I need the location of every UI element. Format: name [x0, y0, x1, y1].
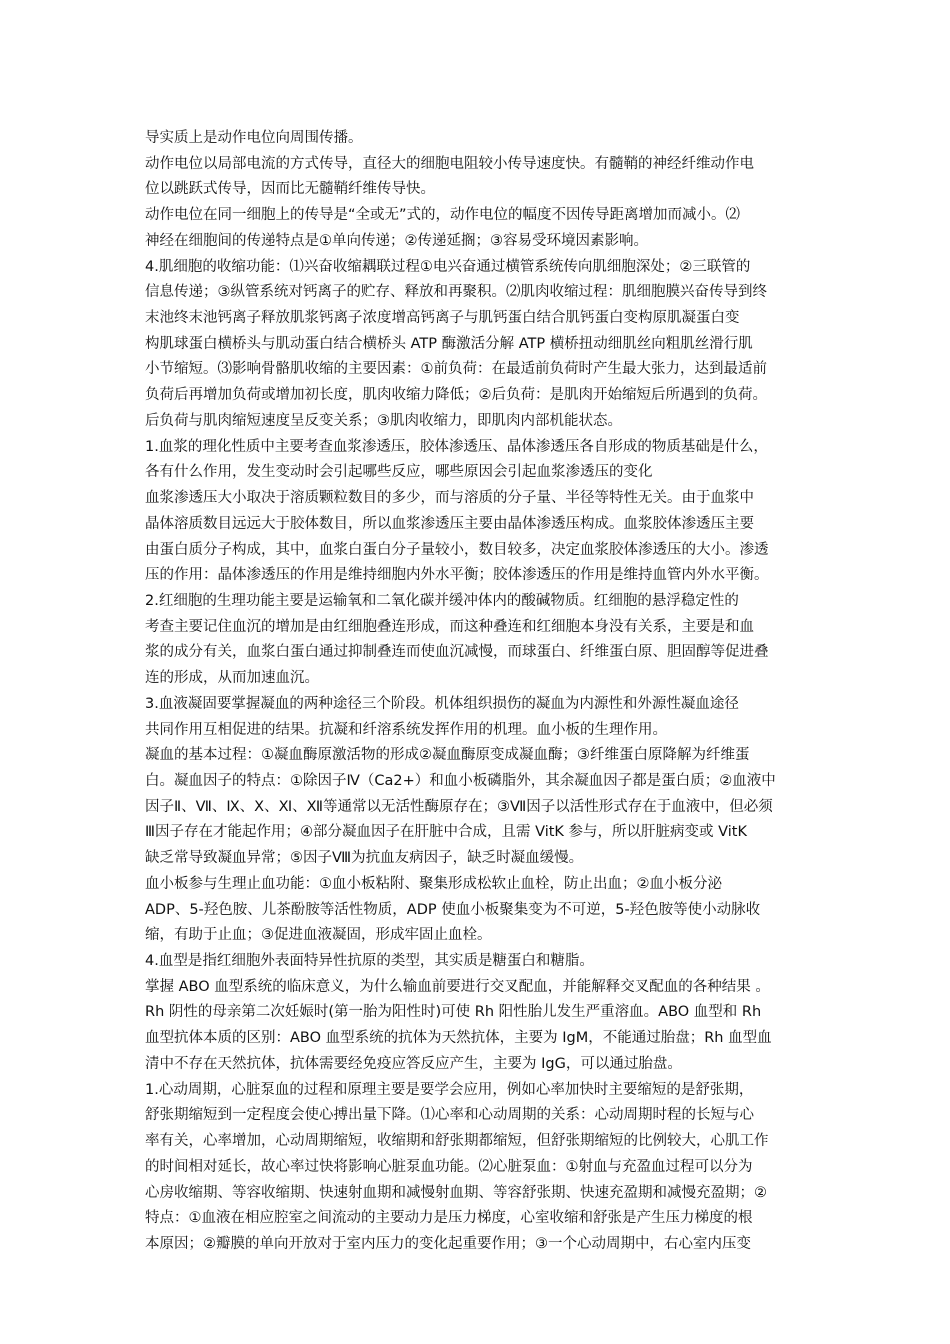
text-line: 1.血浆的理化性质中主要考查血浆渗透压，胶体渗透压、晶体渗透压各自形成的物质基础是什么， [145, 439, 768, 455]
text-line: 的时间相对延长，故心率过快将影响心脏泵血功能。⑵心脏泵血：①射血与充盈血过程可以分为 [145, 1159, 753, 1175]
text-line: 浆的成分有关，血浆白蛋白通过抑制叠连而使血沉减慢，而球蛋白、纤维蛋白原、胆固醇等促进叠 [145, 644, 769, 660]
text-line: 晶体溶质数目远远大于胶体数目，所以血浆渗透压主要由晶体渗透压构成。血浆胶体渗透压主要 [145, 516, 754, 532]
text-line: 各有什么作用，发生变动时会引起哪些反应，哪些原因会引起血浆渗透压的变化 [145, 464, 653, 480]
text-line: 负荷后再增加负荷或增加初长度，肌肉收缩力降低；②后负荷：是肌肉开始缩短后所遇到的负荷。 [145, 387, 767, 403]
text-line: ADP、5-羟色胺、儿茶酚胺等活性物质，ADP 使血小板聚集变为不可逆，5-羟色胺等使小动脉收 [145, 902, 761, 918]
text-line: 共同作用互相促进的结果。抗凝和纤溶系统发挥作用的机理。血小板的生理作用。 [145, 722, 667, 738]
text-line: 率有关，心率增加，心动周期缩短，收缩期和舒张期都缩短，但舒张期缩短的比例较大，心肌工作 [145, 1133, 769, 1149]
text-line: 末池终末池钙离子释放肌浆钙离子浓度增高钙离子与肌钙蛋白结合肌钙蛋白变构原肌凝蛋白变 [145, 310, 740, 326]
text-line: 4.血型是指红细胞外表面特异性抗原的类型，其实质是糖蛋白和糖脂。 [145, 953, 594, 969]
text-line: 掌握 ABO 血型系统的临床意义，为什么输血前要进行交叉配血，并能解释交叉配血的各种结果 。 [145, 979, 770, 995]
text-line: 后负荷与肌肉缩短速度呈反变关系；③肌肉收缩力，即肌肉内部机能状态。 [145, 413, 622, 429]
text-line: 1.心动周期，心脏泵血的过程和原理主要是要学会应用，例如心率加快时主要缩短的是舒张期， [145, 1082, 754, 1098]
text-line: 位以跳跃式传导，因而比无髓鞘纤维传导快。 [145, 181, 435, 197]
text-line: 动作电位以局部电流的方式传导，直径大的细胞电阻较小传导速度快。有髓鞘的神经纤维动作电 [145, 156, 754, 172]
text-line: 构肌球蛋白横桥头与肌动蛋白结合横桥头 ATP 酶激活分解 ATP 横桥扭动细肌丝向粗肌丝滑行肌 [145, 336, 753, 352]
text-line: 凝血的基本过程：①凝血酶原激活物的形成②凝血酶原变成凝血酶；③纤维蛋白原降解为纤维蛋 [145, 747, 750, 763]
text-line: 血浆渗透压大小取决于溶质颗粒数目的多少，而与溶质的分子量、半径等特性无关。由于血浆中 [145, 490, 754, 506]
text-line: 缩，有助于止血；③促进血液凝固，形成牢固止血栓。 [145, 927, 492, 943]
text-line: 2.红细胞的生理功能主要是运输氧和二氧化碳并缓冲体内的酸碱物质。红细胞的悬浮稳定性的 [145, 593, 739, 609]
text-line: 白。凝血因子的特点：①除因子Ⅳ（Ca2+）和血小板磷脂外，其余凝血因子都是蛋白质；②血液中 [145, 773, 776, 789]
text-line: 神经在细胞间的传递特点是①单向传递；②传递延搁；③容易受环境因素影响。 [145, 233, 648, 249]
text-line: 小节缩短。⑶影响骨骼肌收缩的主要因素：①前负荷：在最适前负荷时产生最大张力，达到最适前 [145, 361, 767, 377]
text-line: 信息传递；③纵管系统对钙离子的贮存、释放和再聚积。⑵肌肉收缩过程：肌细胞膜兴奋传导到终 [145, 284, 767, 300]
text-line: 舒张期缩短到一定程度会使心搏出量下降。⑴心率和心动周期的关系：心动周期时程的长短与心 [145, 1107, 754, 1123]
text-line: 本原因；②瓣膜的单向开放对于室内压力的变化起重要作用；③一个心动周期中，右心室内压变 [145, 1236, 751, 1252]
text-line: 考查主要记住血沉的增加是由红细胞叠连形成，而这种叠连和红细胞本身没有关系，主要是和血 [145, 619, 754, 635]
text-line: 压的作用：晶体渗透压的作用是维持细胞内外水平衡；胶体渗透压的作用是维持血管内外水平衡。 [145, 567, 769, 583]
document-page [145, 0, 813, 1344]
text-line: 因子Ⅱ、Ⅶ、Ⅸ、Ⅹ、Ⅺ、Ⅻ等通常以无活性酶原存在；③Ⅶ因子以活性形式存在于血液中，但必须 [145, 799, 773, 815]
text-line: 由蛋白质分子构成，其中，血浆白蛋白分子量较小，数目较多，决定血浆胶体渗透压的大小。渗透 [145, 542, 769, 558]
text-line: 血小板参与生理止血功能：①血小板粘附、聚集形成松软止血栓，防止出血；②血小板分泌 [145, 876, 722, 892]
text-line: Rh 阴性的母亲第二次妊娠时(第一胎为阳性时)可使 Rh 阳性胎儿发生严重溶血。ABO 血型和 Rh [145, 1004, 762, 1020]
text-line: 动作电位在同一细胞上的传导是“全或无”式的，动作电位的幅度不因传导距离增加而减小。⑵ [145, 207, 741, 223]
text-line: 4.肌细胞的收缩功能：⑴兴奋收缩耦联过程①电兴奋通过横管系统传向肌细胞深处；②三联管的 [145, 259, 751, 275]
text-line: 导实质上是动作电位向周围传播。 [145, 130, 363, 146]
text-line: 血型抗体本质的区别：ABO 血型系统的抗体为天然抗体，主要为 IgM，不能通过胎盘；Rh 血型血 [145, 1030, 772, 1046]
text-line: 清中不存在天然抗体，抗体需要经免疫应答反应产生，主要为 IgG，可以通过胎盘。 [145, 1056, 682, 1072]
text-line: 心房收缩期、等容收缩期、快速射血期和减慢射血期、等容舒张期、快速充盈期和减慢充盈期；② [145, 1185, 767, 1201]
text-line: 3.血液凝固要掌握凝血的两种途径三个阶段。机体组织损伤的凝血为内源性和外源性凝血途径 [145, 696, 739, 712]
text-line: 特点：①血液在相应腔室之间流动的主要动力是压力梯度，心室收缩和舒张是产生压力梯度的根 [145, 1210, 753, 1226]
text-line: 连的形成，从而加速血沉。 [145, 670, 319, 686]
text-line: Ⅲ因子存在才能起作用；④部分凝血因子在肝脏中合成，且需 VitK 参与，所以肝脏病变或 VitK [145, 824, 747, 840]
text-line: 缺乏常导致凝血异常；⑤因子Ⅷ为抗血友病因子，缺乏时凝血缓慢。 [145, 850, 584, 866]
